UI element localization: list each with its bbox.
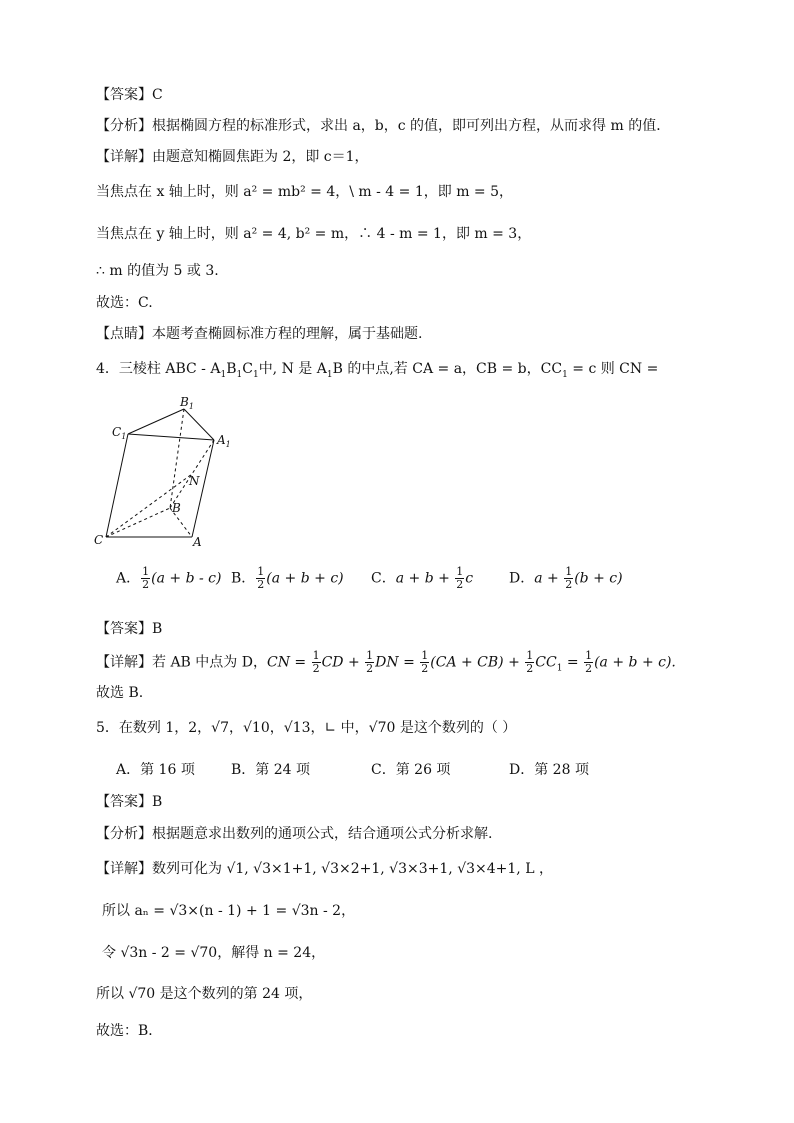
q4-detail [96,650,676,677]
detail-g: = [562,654,584,671]
sub-1: 1 [556,663,563,674]
label-a1: $A_1$ [217,433,231,449]
q4-option-a[interactable] [116,566,221,591]
comment-tag: 【点睛】 [96,326,152,342]
option-expr: a + b + [395,570,455,587]
label-b1: $B_1$ [180,395,194,411]
option-letter: B． [231,570,256,587]
sub-1c: 1 [252,369,259,380]
option-expr: (a + b + c) [266,570,344,587]
den: 2 [366,662,374,675]
half-fraction [312,650,321,675]
q3-answer [96,86,163,104]
detail-f: CC [535,654,557,671]
den: 2 [456,578,464,591]
label-c: C [94,533,104,547]
option-expr-end: c [465,570,474,587]
option-letter: D． [509,570,535,587]
label-n: N [189,474,200,488]
option-expr: (b + c) [574,570,623,587]
sub-1d: 1 [326,369,333,380]
edge-cb [106,508,170,537]
q3-line-1: 当焦点在 x 轴上时，则 a² = mb² = 4，\ m - 4 = 1，即 m = 5， [96,184,514,200]
half-fraction [564,566,573,591]
edge-c1c [106,434,128,537]
detail-a: 若 AB 中点为 D， [152,654,267,671]
den: 2 [142,578,150,591]
half-fraction [525,650,534,675]
detail-tag: 【详解】 [96,149,152,165]
num: 1 [526,649,534,662]
half-fraction [455,566,464,591]
q5-choose: 故选：B． [96,1023,163,1039]
q5-option-a[interactable]: A．第 16 项 [116,762,195,778]
q5-line-2: 令 √3n - 2 = √70，解得 n = 24， [102,945,326,961]
half-fraction [256,566,265,591]
edge-c1b1 [128,409,184,434]
option-letter: C． [371,570,396,587]
label-c1: $C_1$ [112,425,127,441]
q4-stem [96,360,658,384]
analysis-tag: 【分析】 [96,826,152,842]
den: 2 [257,578,265,591]
answer-value: B [152,621,163,637]
num: 1 [565,565,573,578]
detail-text: 由题意知椭圆焦距为 2，即 c＝1， [152,149,369,165]
stem-part-g: = c 则 CN = [567,361,659,377]
detail-tag: 【详解】 [96,654,152,671]
num: 1 [257,565,265,578]
q5-option-c[interactable]: C．第 26 项 [371,762,451,778]
sub-1e: 1 [562,369,568,380]
den: 2 [312,662,320,675]
q5-answer [96,793,162,811]
answer-value: B [152,794,163,810]
answer-tag: 【答案】 [96,621,152,637]
sub-1: 1 [220,369,227,380]
q3-line-2: 当焦点在 y 轴上时，则 a² = 4, b² = m，∴ 4 - m = 1，即 m = 3， [96,226,532,242]
stem-part-f: CA = a，CB = b，CC [412,361,563,377]
q5-detail [96,860,553,878]
detail-b: CN = [266,654,311,671]
num: 1 [142,565,150,578]
q4-option-c[interactable] [371,566,473,591]
edge-a1a [192,440,214,537]
q3-analysis [96,117,670,135]
detail-h: (a + b + c). [594,654,676,671]
detail-tag: 【详解】 [96,861,152,877]
option-expr: (a + b - c) [151,570,222,587]
edge-b1b [170,409,184,508]
q4-option-d[interactable] [509,566,623,591]
num: 1 [456,565,464,578]
q3-detail [96,148,369,166]
den: 2 [565,578,573,591]
q3-choose: 故选：C. [96,295,153,311]
prism-figure [92,392,242,552]
analysis-tag: 【分析】 [96,118,152,134]
label-b: B [172,501,181,515]
option-expr-head: a + [534,570,564,587]
q4-choose: 故选 B. [96,685,144,701]
detail-c: CD + [321,654,365,671]
answer-tag: 【答案】 [96,87,152,103]
stem-part-a: 4．三棱柱 ABC - A [96,361,221,377]
den: 2 [526,662,534,675]
num: 1 [366,649,374,662]
q5-option-d[interactable]: D．第 28 项 [509,762,589,778]
q3-line-3: ∴ m 的值为 5 或 3. [96,263,219,279]
q3-comment [96,325,422,343]
q4-answer [96,620,162,638]
half-fraction [141,566,150,591]
comment-text: 本题考查椭圆标准方程的理解，属于基础题. [152,326,423,342]
num: 1 [585,649,593,662]
edge-b1a1 [184,409,214,440]
detail-e: (CA + CB) + [430,654,525,671]
half-fraction [365,650,374,675]
detail-d: DN = [375,654,420,671]
num: 1 [421,649,429,662]
half-fraction [584,650,593,675]
q4-option-b[interactable] [231,566,344,591]
edge-c1a1 [128,434,214,440]
half-fraction [420,650,429,675]
answer-tag: 【答案】 [96,794,152,810]
label-a: A [193,535,202,549]
q5-analysis [96,825,492,843]
stem-part-b: B [226,361,237,377]
den: 2 [585,662,593,675]
stem-part-e: B 的中点,若 [332,361,408,377]
stem-part-c: C [242,361,253,377]
den: 2 [421,662,429,675]
q5-line-1: 所以 aₙ = √3×(n - 1) + 1 = √3n - 2， [102,903,356,919]
q5-option-b[interactable]: B．第 24 项 [231,762,311,778]
q5-line-3: 所以 √70 是这个数列的第 24 项， [96,986,313,1002]
detail-text: 数列可化为 √1, √3×1+1, √3×2+1, √3×3+1, √3×4+1, L ， [152,861,553,877]
analysis-text: 根据题意求出数列的通项公式，结合通项公式分析求解. [152,826,493,842]
q5-stem: 5．在数列 1，2，√7，√10，√13，∟ 中，√70 是这个数列的（ ） [96,720,517,736]
option-letter: A． [116,570,141,587]
sub-1b: 1 [236,369,243,380]
stem-part-d: 中, N 是 A [258,361,327,377]
num: 1 [312,649,320,662]
answer-value: C [152,87,163,103]
analysis-text: 根据椭圆方程的标准形式，求出 a，b，c 的值，即可列出方程，从而求得 m 的值． [152,118,671,134]
